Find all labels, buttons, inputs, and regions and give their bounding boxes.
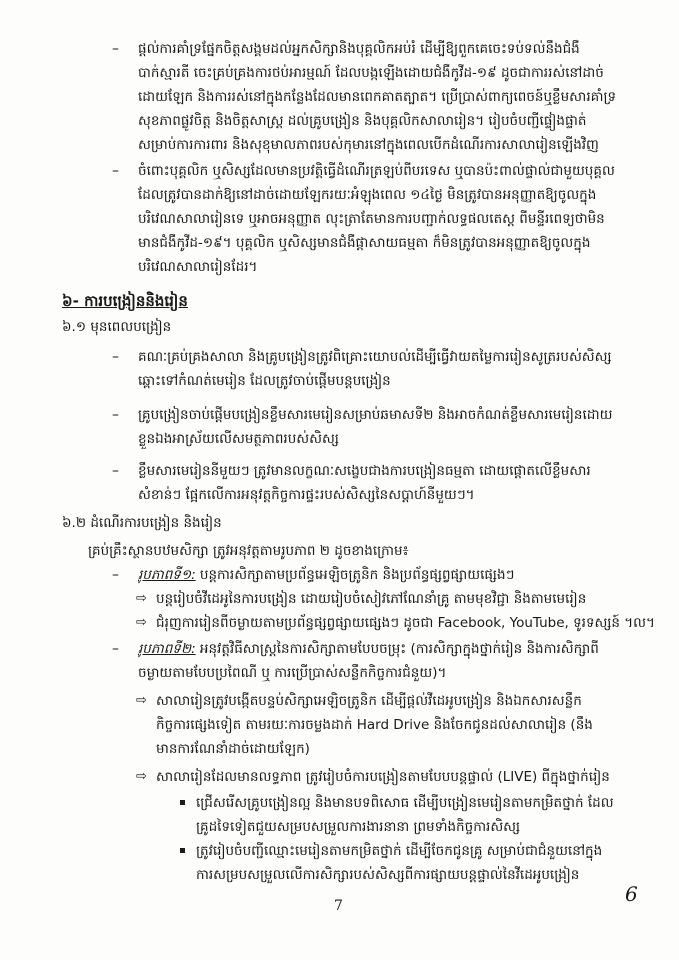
- subsection-heading: ៦.១ មុនពេលបង្រៀន: [62, 319, 172, 335]
- text-line: បាក់ស្មារតី ចេះគ្រប់គ្រងការថប់អារម្មណ៍ ដែលបង្កឡើងដោយជំងឺកូវីដ-១៩ ដូចជាការរស់នៅដាច់: [138, 65, 604, 81]
- arrow-icon: ⇨: [136, 693, 147, 708]
- form1-line: [138, 564, 658, 586]
- text-line: គណៈគ្រប់គ្រងសាលា និងគ្រូបង្រៀនត្រូវពិគ្រោះយោបល់ដើម្បីធ្វើវាយតម្លៃការរៀនសូត្ររបស់សិស្ស: [138, 349, 612, 365]
- text-line: សាលារៀនត្រូវបង្កើតបន្ទប់សិក្សាអេឡិចត្រូនិក ដើម្បីផ្តល់វីដេអូបង្រៀន និងឯកសារសន្លឹក: [156, 693, 582, 709]
- form2-label: រូបភាពទី២:: [138, 641, 196, 657]
- text-line: ផ្តល់ការគាំទ្រផ្នែកចិត្តសង្គមដល់អ្នកសិក្សានិងបុគ្គលិកអប់រំ ដើម្បីឱ្យពួកគេចេះទប់ទល់នឹងជំងឺ: [138, 41, 580, 57]
- text-line: ដែលត្រូវបានដាក់ឱ្យនៅដាច់ដោយឡែករយៈអំឡុងពេល ១៤ថ្ងៃ មិនត្រូវបានអនុញ្ញាតឱ្យចូលក្នុង: [138, 187, 597, 203]
- text-line: ខ្លួនឯងអាស្រ័យលើសមត្ថភាពរបស់សិស្ស: [138, 431, 339, 447]
- intro-line: គ្រប់គ្រឹះស្ថានបឋមសិក្សា ត្រូវអនុវត្តតាមរូបភាព ២ ដូចខាងក្រោម៖: [88, 543, 409, 559]
- text-line: កិច្ចការផ្សេងទៀត តាមរយៈការចម្លងដាក់ Hard Drive និងចែកជូនដល់សាលារៀន (នឹង: [156, 717, 593, 733]
- text-line: ជ្រើសរើសគ្រូបង្រៀនល្អ និងមានបទពិសោធ ដើម្បីបង្រៀនមេរៀនតាមកម្រិតថ្នាក់ ដែល: [196, 795, 614, 811]
- bullet-dash: –: [112, 641, 119, 657]
- text-line: ដោយឡែក និងការរស់នៅក្នុងកន្លែងដែលមានពេកគាតត្បាត។ ប្រើប្រាស់ពាក្យពេចន៍ឬខ្លឹមសារគាំទ្រ: [138, 89, 617, 105]
- square-bullet-icon: [180, 848, 185, 853]
- square-bullet-icon: [180, 800, 185, 805]
- text-line: ឆ្ពោះទៅកំណត់មេរៀន ដែលត្រូវចាប់ផ្តើមបន្តបង្រៀន: [138, 373, 391, 389]
- text-line: ខ្លឹមសារមេរៀននីមួយៗ ត្រូវមានលក្ខណៈសង្ខេបជាងការបង្រៀនធម្មតា ដោយផ្តោតលើខ្លឹមសារ: [138, 463, 591, 479]
- text-line: សំខាន់ៗ ផ្អែកលើការអនុវត្តកិច្ចការផ្ទះរបស់សិស្សនៃសប្តាហ៍នីមួយៗ។: [138, 487, 475, 503]
- handwritten-mark: 6: [625, 882, 638, 906]
- form2-text: អនុវត្តវិធីសាស្ត្រនៃការសិក្សាតាមបែបចម្រុះ (ការសិក្សាក្នុងថ្នាក់រៀន និងការសិក្សាពី: [195, 641, 599, 657]
- text-line: ជំរុញការរៀនពីចម្ងាយតាមប្រព័ន្ធផ្សព្វផ្សាយផ្សេងៗ ដូចជា Facebook, YouTube, ទូរទស្សន៍ ។ល។: [156, 615, 655, 631]
- arrow-icon: ⇨: [136, 591, 147, 606]
- text-line: ការសម្របសម្រួលលើការសិក្សារបស់សិស្សពីការផ្សាយបន្តផ្ទាល់នៃវីដេអូបង្រៀន: [196, 867, 580, 883]
- section-heading: ៦- ការបង្រៀននិងរៀន: [62, 292, 188, 310]
- text-line: មានជំងឺកូវីដ-១៩។ បុគ្គលិក ឬសិស្សមានជំងឺផ្តាសាយធម្មតា ក៏មិនត្រូវបានអនុញ្ញាតឱ្យចូលក្នុង: [138, 235, 591, 251]
- form1-text: បន្តការសិក្សាតាមប្រព័ន្ធអេឡិចត្រូនិក និងប្រព័ន្ធផ្សព្វផ្សាយផ្សេងៗ: [195, 567, 515, 583]
- text-line: សម្រាប់ការការពារ និងសុខុមាលភាពរបស់កុមារនៅក្នុងពេលបើកដំណើរការសាលារៀនឡើងវិញ: [138, 137, 599, 153]
- arrow-icon: ⇨: [136, 769, 147, 784]
- text-line: ត្រូវរៀបចំបញ្ជីឈ្មោះមេរៀនតាមកម្រិតថ្នាក់ ដើម្បីចែកជូនគ្រូ សម្រាប់ជាជំនួយនៅក្នុង: [196, 843, 603, 859]
- text-line: ចំពោះបុគ្គលិក ឬសិស្សដែលមានប្រវត្តិធ្វើដំណើរត្រឡប់ពីបរទេស ឬបានប៉ះពាល់ផ្ទាល់ជាមួយបុគ្គល: [138, 163, 615, 179]
- subsection-heading: ៦.២ ដំណើរការបង្រៀន និងរៀន: [62, 515, 222, 531]
- text-line: សុខភាពផ្លូវចិត្ត និងចិត្តសាស្ត្រ ដល់គ្រូបង្រៀន និងបុគ្គលិកសាលារៀន។ រៀបចំបញ្ជីផ្ទៀងផ្ទាត់: [138, 113, 587, 129]
- bullet-dash: –: [112, 407, 119, 423]
- page-number: 7: [334, 898, 343, 914]
- bullet-dash: –: [112, 567, 119, 583]
- text-line: មានការណែនាំដាច់ដោយឡែក): [156, 741, 310, 757]
- text-line: ចម្ងាយតាមបែបប្រពៃណី ឬ ការប្រើប្រាស់សន្លឹកកិច្ចការជំនួយ)។: [138, 665, 447, 681]
- bullet-dash: –: [112, 463, 119, 479]
- text-line: គ្រូបង្រៀនចាប់ផ្តើមបង្រៀនខ្លឹមសារមេរៀនសម្រាប់ឆមាសទី២ និងអាចកំណត់ខ្លឹមសារមេរៀនដោយ: [138, 407, 613, 423]
- bullet-dash: –: [112, 41, 119, 57]
- text-line: គ្រូដទៃទៀតជួយសម្របសម្រួលការងារនានា ព្រមទាំងកិច្ចការសិស្ស: [196, 819, 521, 835]
- form1-label: រូបភាពទី១:: [138, 567, 196, 583]
- text-line: បរិវេណសាលារៀនទេ ឬអាចអនុញ្ញាត លុះត្រាតែមានការបញ្ជាក់លទ្ធផលតេស្ត ពីមន្ទីរពេទ្យថាមិន: [138, 211, 605, 227]
- text-line: បន្តរៀបចំវីដេអូនៃការបង្រៀន ដោយរៀបចំសៀវភៅណែនាំគ្រូ តាមមុខវិជ្ជា និងតាមមេរៀន: [156, 591, 587, 607]
- bullet-dash: –: [112, 349, 119, 365]
- bullet-dash: –: [112, 163, 119, 179]
- text-line: សាលារៀនដែលមានលទ្ធភាព ត្រូវរៀបចំការបង្រៀនតាមបែបបន្តផ្ទាល់ (LIVE) ពីក្នុងថ្នាក់រៀន: [156, 769, 610, 785]
- arrow-icon: ⇨: [136, 615, 147, 630]
- form2-line: [138, 638, 658, 660]
- text-line: បរិវេណសាលារៀនដែរ។: [138, 259, 258, 275]
